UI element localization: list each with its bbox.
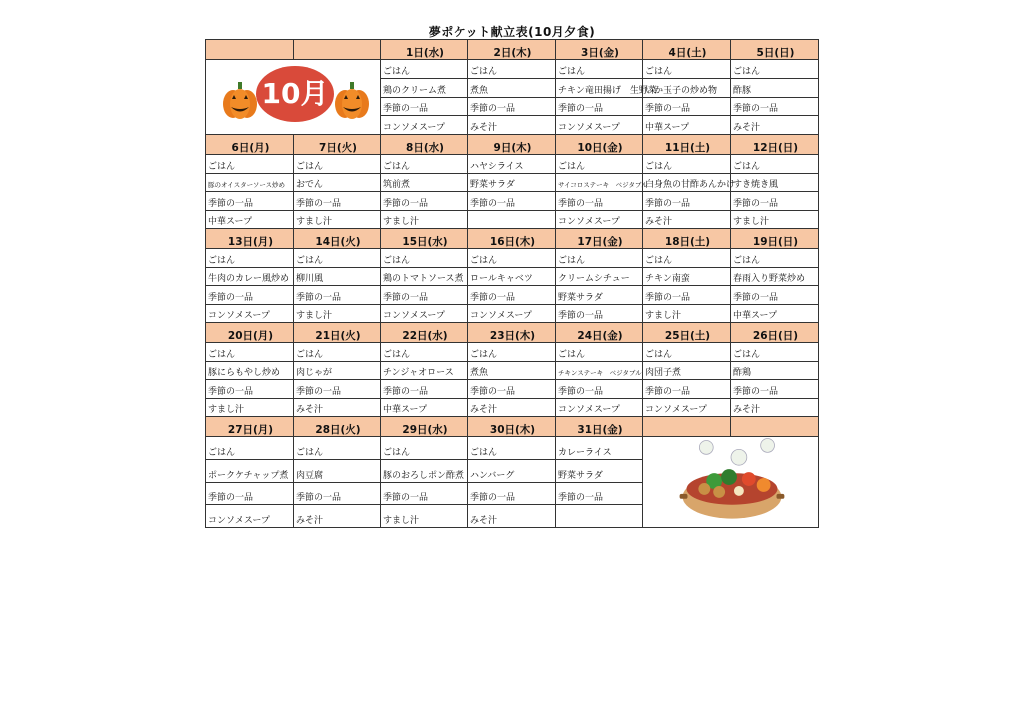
date-header: 11日(土): [643, 135, 731, 155]
menu-row: [206, 286, 819, 305]
menu-item: 季節の一品: [643, 97, 731, 116]
date-header: 7日(火): [294, 135, 381, 155]
menu-item: 筑前煮: [381, 173, 468, 192]
menu-item: ごはん: [643, 343, 731, 362]
date-header: 10日(金): [556, 135, 643, 155]
menu-item: みそ汁: [731, 398, 819, 417]
menu-item: 季節の一品: [206, 192, 294, 211]
blank-header: [206, 40, 294, 60]
menu-item: 季節の一品: [468, 482, 556, 505]
menu-item: いか玉子の炒め物: [643, 78, 731, 97]
menu-item: 季節の一品: [381, 286, 468, 305]
menu-item: コンソメスープ: [468, 304, 556, 323]
menu-item: 白身魚の甘酢あんかけ: [643, 173, 731, 192]
menu-item: 鶏のトマトソース煮: [381, 267, 468, 286]
menu-item: みそ汁: [643, 210, 731, 229]
menu-item: みそ汁: [468, 398, 556, 417]
menu-item: 季節の一品: [643, 380, 731, 399]
menu-item: 季節の一品: [731, 286, 819, 305]
menu-item: ごはん: [468, 60, 556, 79]
menu-item: 中華スープ: [381, 398, 468, 417]
menu-row: [206, 380, 819, 399]
menu-row: [206, 173, 819, 192]
menu-item: ごはん: [294, 155, 381, 174]
menu-item: [556, 505, 643, 528]
menu-item: 野菜サラダ: [556, 286, 643, 305]
date-header: 8日(水): [381, 135, 468, 155]
menu-item: 季節の一品: [556, 304, 643, 323]
menu-calendar-table: [205, 39, 819, 528]
menu-item: コンソメスープ: [643, 398, 731, 417]
menu-item: 肉じゃが: [294, 361, 381, 380]
date-header-row: [206, 323, 819, 343]
menu-item: すまし汁: [643, 304, 731, 323]
menu-item: 季節の一品: [468, 192, 556, 211]
menu-item: 柳川風: [294, 267, 381, 286]
menu-item: すまし汁: [381, 505, 468, 528]
menu-item: ごはん: [556, 155, 643, 174]
menu-item: みそ汁: [468, 116, 556, 135]
page-title: 夢ポケット献立表(10月夕食): [428, 25, 596, 39]
menu-item: ごはん: [643, 155, 731, 174]
menu-row: [206, 155, 819, 174]
date-header: 30日(木): [468, 417, 556, 437]
menu-row: [206, 210, 819, 229]
menu-item: ごはん: [731, 343, 819, 362]
menu-item: ごはん: [381, 437, 468, 460]
menu-item: ごはん: [294, 437, 381, 460]
menu-item: ごはん: [206, 155, 294, 174]
menu-item: ごはん: [381, 60, 468, 79]
menu-item: クリームシチュー: [556, 267, 643, 286]
menu-item: 季節の一品: [556, 97, 643, 116]
menu-item: 中華スープ: [731, 304, 819, 323]
menu-item: 季節の一品: [731, 97, 819, 116]
date-header: 9日(木): [468, 135, 556, 155]
menu-item: 豚のおろしポン酢煮: [381, 459, 468, 482]
menu-item: 季節の一品: [556, 192, 643, 211]
date-header: 19日(日): [731, 229, 819, 249]
menu-item: 季節の一品: [294, 192, 381, 211]
menu-item: 季節の一品: [643, 286, 731, 305]
menu-item: コンソメスープ: [206, 304, 294, 323]
date-header-row: [206, 417, 819, 437]
menu-item: ごはん: [294, 249, 381, 268]
menu-item: コンソメスープ: [556, 210, 643, 229]
date-header: 28日(火): [294, 417, 381, 437]
menu-item: 季節の一品: [556, 380, 643, 399]
menu-item: チンジャオロース: [381, 361, 468, 380]
menu-item: ごはん: [206, 343, 294, 362]
menu-item: チキンステーキ ベジタブル: [556, 361, 643, 380]
menu-item: 中華スープ: [206, 210, 294, 229]
menu-item: ごはん: [206, 249, 294, 268]
menu-item: 季節の一品: [381, 482, 468, 505]
date-header: 27日(月): [206, 417, 294, 437]
date-header: 5日(日): [731, 40, 819, 60]
pumpkin-icon: [334, 80, 370, 120]
menu-item: 季節の一品: [206, 286, 294, 305]
menu-row: [206, 304, 819, 323]
menu-item: 酢鶏: [731, 361, 819, 380]
menu-item: ごはん: [731, 155, 819, 174]
menu-item: すき焼き風: [731, 173, 819, 192]
menu-item: 肉豆腐: [294, 459, 381, 482]
halloween-illustration: [206, 60, 381, 135]
date-header: 26日(日): [731, 323, 819, 343]
date-header: 23日(木): [468, 323, 556, 343]
menu-item: ごはん: [381, 343, 468, 362]
blank-header: [643, 417, 731, 437]
date-header: 13日(月): [206, 229, 294, 249]
menu-item: 季節の一品: [294, 380, 381, 399]
date-header: 31日(金): [556, 417, 643, 437]
menu-item: コンソメスープ: [556, 398, 643, 417]
date-header-row: [206, 40, 819, 60]
date-header: 15日(水): [381, 229, 468, 249]
menu-item: ごはん: [556, 343, 643, 362]
menu-item: すまし汁: [206, 398, 294, 417]
menu-item: すまし汁: [731, 210, 819, 229]
menu-item: すまし汁: [381, 210, 468, 229]
menu-item: カレーライス: [556, 437, 643, 460]
date-header: 25日(土): [643, 323, 731, 343]
menu-item: すまし汁: [294, 304, 381, 323]
menu-item: おでん: [294, 173, 381, 192]
menu-item: すまし汁: [294, 210, 381, 229]
menu-item: チキン南蛮: [643, 267, 731, 286]
menu-item: 煮魚: [468, 78, 556, 97]
menu-item: ごはん: [643, 249, 731, 268]
date-header: 22日(水): [381, 323, 468, 343]
menu-item: 春雨入り野菜炒め: [731, 267, 819, 286]
menu-item: 鶏のクリーム煮: [381, 78, 468, 97]
date-header: 6日(月): [206, 135, 294, 155]
menu-item: 季節の一品: [556, 482, 643, 505]
menu-item: 牛肉のカレー風炒め: [206, 267, 294, 286]
date-header: 4日(土): [643, 40, 731, 60]
menu-row: [206, 343, 819, 362]
menu-item: ごはん: [556, 60, 643, 79]
menu-item: [468, 210, 556, 229]
menu-item: 豚のオイスターソース炒め: [206, 173, 294, 192]
menu-item: 季節の一品: [731, 380, 819, 399]
blank-header: [731, 417, 819, 437]
menu-item: ハンバーグ: [468, 459, 556, 482]
date-header: 2日(木): [468, 40, 556, 60]
menu-row: [206, 192, 819, 211]
menu-item: ごはん: [381, 249, 468, 268]
menu-item: ロールキャベツ: [468, 267, 556, 286]
menu-item: ごはん: [381, 155, 468, 174]
date-header: 24日(金): [556, 323, 643, 343]
menu-item: 季節の一品: [381, 97, 468, 116]
month-badge: 10月: [256, 66, 334, 122]
menu-item: 季節の一品: [294, 286, 381, 305]
menu-item: ポークケチャップ煮: [206, 459, 294, 482]
menu-row: [206, 398, 819, 417]
menu-item: 野菜サラダ: [556, 459, 643, 482]
date-header-row: [206, 229, 819, 249]
menu-item: みそ汁: [731, 116, 819, 135]
date-header: 17日(金): [556, 229, 643, 249]
menu-item: ごはん: [731, 249, 819, 268]
date-header: 20日(月): [206, 323, 294, 343]
menu-row: [206, 60, 819, 79]
menu-item: ごはん: [468, 343, 556, 362]
menu-item: 肉団子煮: [643, 361, 731, 380]
date-header-row: [206, 135, 819, 155]
menu-item: ごはん: [468, 249, 556, 268]
menu-item: 季節の一品: [294, 482, 381, 505]
menu-item: 季節の一品: [731, 192, 819, 211]
menu-item: 季節の一品: [381, 192, 468, 211]
menu-row: [206, 361, 819, 380]
menu-item: みそ汁: [468, 505, 556, 528]
menu-item: 季節の一品: [206, 482, 294, 505]
menu-item: 季節の一品: [468, 286, 556, 305]
menu-item: 煮魚: [468, 361, 556, 380]
menu-row: [206, 249, 819, 268]
menu-item: 季節の一品: [381, 380, 468, 399]
menu-item: ごはん: [643, 60, 731, 79]
date-header: 1日(水): [381, 40, 468, 60]
date-header: 21日(火): [294, 323, 381, 343]
menu-item: みそ汁: [294, 398, 381, 417]
date-header: 18日(土): [643, 229, 731, 249]
menu-item: ごはん: [731, 60, 819, 79]
pumpkin-icon: [222, 80, 258, 120]
menu-row: [206, 267, 819, 286]
menu-row: [206, 437, 819, 460]
menu-item: コンソメスープ: [206, 505, 294, 528]
menu-item: サイコロステーキ ベジタブル: [556, 173, 643, 192]
menu-item: 季節の一品: [643, 192, 731, 211]
menu-item: 季節の一品: [468, 97, 556, 116]
blank-header: [294, 40, 381, 60]
date-header: 12日(日): [731, 135, 819, 155]
menu-item: 中華スープ: [643, 116, 731, 135]
date-header: 3日(金): [556, 40, 643, 60]
menu-item: コンソメスープ: [556, 116, 643, 135]
menu-item: ごはん: [556, 249, 643, 268]
menu-item: ハヤシライス: [468, 155, 556, 174]
menu-item: 酢豚: [731, 78, 819, 97]
menu-item: コンソメスープ: [381, 116, 468, 135]
menu-item: みそ汁: [294, 505, 381, 528]
menu-item: コンソメスープ: [381, 304, 468, 323]
date-header: 14日(火): [294, 229, 381, 249]
menu-item: ごはん: [468, 437, 556, 460]
date-header: 16日(木): [468, 229, 556, 249]
menu-item: 季節の一品: [468, 380, 556, 399]
hotpot-illustration: [643, 437, 819, 528]
menu-item: ごはん: [206, 437, 294, 460]
menu-item: チキン竜田揚げ 生野菜: [556, 78, 643, 97]
menu-item: ごはん: [294, 343, 381, 362]
date-header: 29日(水): [381, 417, 468, 437]
menu-item: 野菜サラダ: [468, 173, 556, 192]
menu-item: 季節の一品: [206, 380, 294, 399]
menu-item: 豚にらもやし炒め: [206, 361, 294, 380]
